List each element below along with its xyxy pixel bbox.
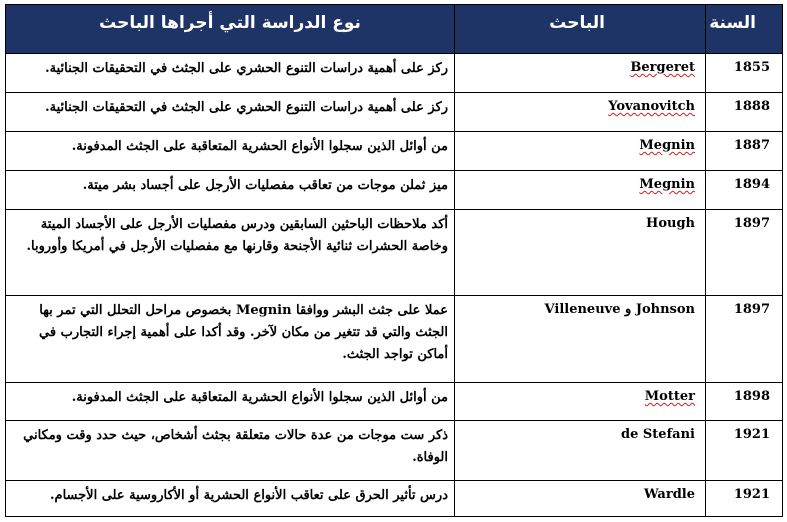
researchers-table xyxy=(5,4,783,517)
table-row xyxy=(6,421,783,481)
table-body xyxy=(6,54,783,517)
header-researcher: الباحث xyxy=(455,5,706,54)
researcher-cell xyxy=(455,481,706,517)
year-cell: 1921 xyxy=(706,421,783,481)
researcher-cell xyxy=(455,54,706,93)
year-cell: 1897 xyxy=(706,296,783,383)
year-cell: 1921 xyxy=(706,481,783,517)
study-cell: درس تأثير الحرق على تعاقب الأنواع الحشرية أو الأكاروسية على الأجسام. xyxy=(6,481,455,517)
table-row xyxy=(6,383,783,421)
researcher-cell xyxy=(455,383,706,421)
table-row xyxy=(6,93,783,132)
researcher-name: Bergeret xyxy=(630,60,695,75)
header-row xyxy=(6,5,783,54)
table-row xyxy=(6,296,783,383)
researcher-name: Yovanovitch xyxy=(608,99,695,114)
year-cell: 1897 xyxy=(706,210,783,296)
study-cell: ركز على أهمية دراسات التنوع الحشري على الجثث في التحقيقات الجنائية. xyxy=(6,54,455,93)
researcher-name: Wardle xyxy=(643,487,695,502)
table-header xyxy=(6,5,783,54)
researcher-name: Motter xyxy=(644,389,695,404)
study-cell: أكد ملاحظات الباحثين السابقين ودرس مفصليات الأرجل على الأجساد الميتة وخاصة الحشرات ثنائية الأجنحة وقارنها مع مفصليات الأرجل في أمريكا وأوروبا. xyxy=(6,210,455,296)
researcher-name: Hough xyxy=(646,216,695,231)
researcher-name: Megnin xyxy=(639,138,695,153)
table-row xyxy=(6,171,783,210)
table-row xyxy=(6,210,783,296)
researcher-cell xyxy=(455,210,706,296)
year-cell: 1888 xyxy=(706,93,783,132)
researcher-cell xyxy=(455,132,706,171)
study-cell: ميز ثملن موجات من تعاقب مفصليات الأرجل على أجساد بشر ميتة. xyxy=(6,171,455,210)
header-year: السنة xyxy=(706,5,783,54)
researcher-cell xyxy=(455,171,706,210)
year-cell: 1898 xyxy=(706,383,783,421)
table-row xyxy=(6,481,783,517)
year-cell: 1887 xyxy=(706,132,783,171)
study-cell: عملا على جثث البشر ووافقا Megnin بخصوص مراحل التحلل التي تمر بها الجثث والتي قد تتغير من مكان لآخر. وقد أكدا على أهمية إجراء التجارب في أماكن تواجد الجثث. xyxy=(6,296,455,383)
study-cell: ركز على أهمية دراسات التنوع الحشري على الجثث في التحقيقات الجنائية. xyxy=(6,93,455,132)
researcher-cell xyxy=(455,93,706,132)
table-row xyxy=(6,132,783,171)
study-cell: من أوائل الذين سجلوا الأنواع الحشرية المتعاقبة على الجثث المدفونة. xyxy=(6,132,455,171)
study-cell: ذكر ست موجات من عدة حالات متعلقة بجثث أشخاص، حيث حدد وقت ومكاني الوفاة. xyxy=(6,421,455,481)
researcher-name: de Stefani xyxy=(621,427,695,442)
researcher-name: Megnin xyxy=(639,177,695,192)
researcher-cell xyxy=(455,296,706,383)
researcher-name: Villeneuve و Johnson xyxy=(544,302,695,317)
study-cell: من أوائل الذين سجلوا الأنواع الحشرية المتعاقبة على الجثث المدفونة. xyxy=(6,383,455,421)
header-study: نوع الدراسة التي أجراها الباحث xyxy=(6,5,455,54)
year-cell: 1855 xyxy=(706,54,783,93)
year-cell: 1894 xyxy=(706,171,783,210)
table-row xyxy=(6,54,783,93)
researcher-cell xyxy=(455,421,706,481)
